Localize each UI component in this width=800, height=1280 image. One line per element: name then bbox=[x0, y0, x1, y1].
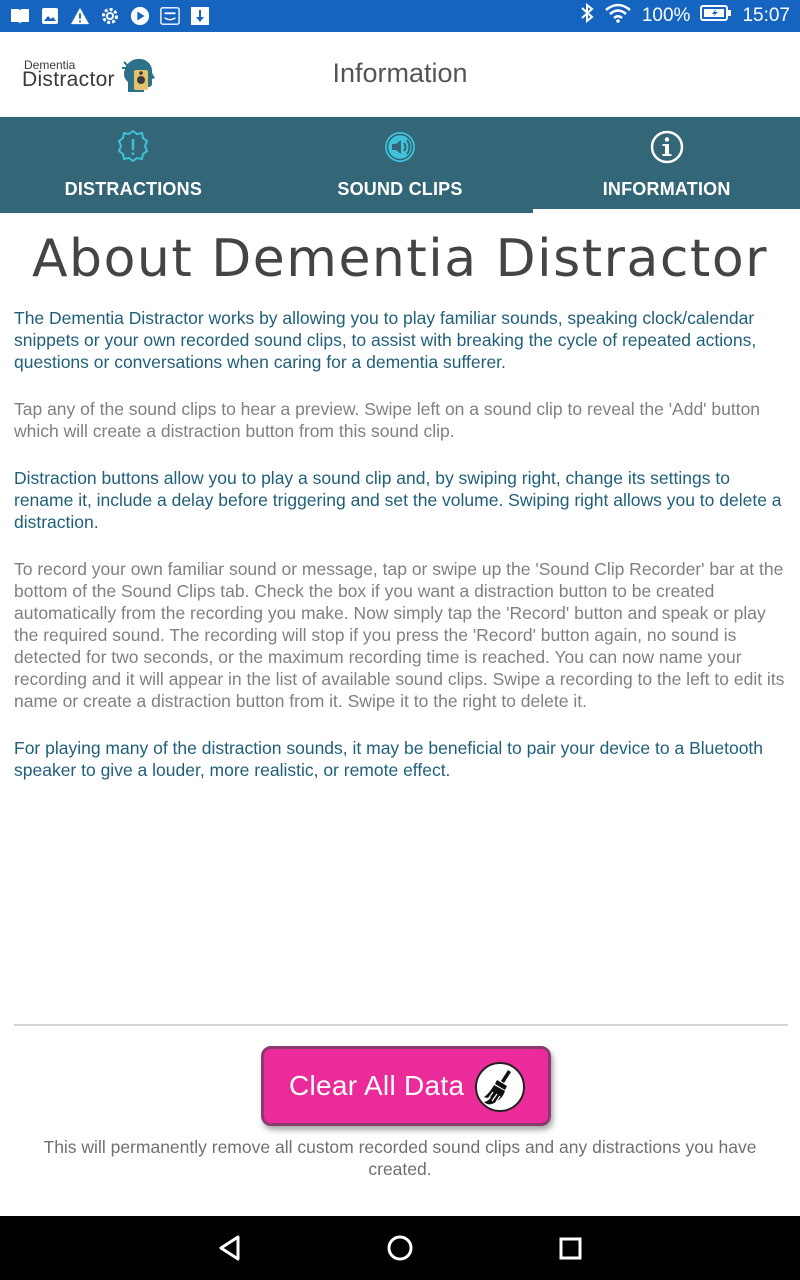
gear-icon bbox=[100, 6, 120, 26]
wifi-icon bbox=[604, 3, 632, 29]
tab-bar bbox=[0, 117, 800, 213]
badge-alert-icon bbox=[115, 129, 151, 165]
battery-icon bbox=[700, 4, 732, 28]
book-icon bbox=[10, 6, 30, 26]
tab-sound-clips[interactable] bbox=[267, 117, 534, 213]
paragraph-distraction-buttons: Distraction buttons allow you to play a sound clip and, by swiping right, change its settings to rename it, include a delay before triggering and set the volume. Swiping right allows you to delete a distraction. bbox=[14, 468, 782, 532]
divider bbox=[14, 1024, 788, 1026]
information-content bbox=[0, 213, 800, 1023]
tab-distractions-label: DISTRACTIONS bbox=[64, 179, 203, 199]
speaker-icon bbox=[382, 129, 418, 165]
paragraph-intro: The Dementia Distractor works by allowing you to play familiar sounds, speaking clock/calendar snippets or your own recorded sound clips, to assist with breaking the cycle of repeated actions, questions or conversations when caring for a dementia sufferer. bbox=[14, 308, 757, 372]
status-notifications bbox=[10, 6, 210, 26]
logo-text-small: Dementia bbox=[24, 58, 76, 72]
navigation-bar bbox=[0, 1216, 800, 1280]
amazon-icon bbox=[160, 6, 180, 26]
recents-icon[interactable] bbox=[552, 1230, 588, 1266]
about-paragraphs bbox=[14, 307, 786, 806]
tab-information[interactable] bbox=[533, 117, 800, 213]
tab-sound-clips-label: SOUND CLIPS bbox=[337, 179, 463, 199]
paragraph-bluetooth: For playing many of the distraction sounds, it may be beneficial to pair your device to a Bluetooth speaker to give a louder, more realistic, or remote effect. bbox=[14, 738, 764, 780]
status-bar bbox=[0, 0, 800, 32]
about-title: About Dementia Distractor bbox=[31, 229, 769, 289]
clear-all-data-label: Clear All Data bbox=[289, 1070, 465, 1101]
play-icon bbox=[130, 6, 150, 26]
app-header bbox=[0, 32, 800, 117]
clear-all-data-button[interactable] bbox=[261, 1046, 551, 1126]
tab-distractions[interactable] bbox=[0, 117, 267, 213]
back-icon[interactable] bbox=[212, 1230, 248, 1266]
clear-data-warning: This will permanently remove all custom recorded sound clips and any distractions you have created. bbox=[43, 1137, 757, 1179]
download-icon bbox=[190, 6, 210, 26]
page-title: Information bbox=[332, 58, 468, 88]
broom-icon bbox=[474, 1061, 526, 1113]
clock: 15:07 bbox=[742, 5, 790, 26]
home-icon[interactable] bbox=[382, 1230, 418, 1266]
logo-text-big: Distractor bbox=[22, 68, 115, 91]
paragraph-preview: Tap any of the sound clips to hear a preview. Swipe left on a sound clip to reveal the 'Add' button which will create a distraction button from this sound clip. bbox=[14, 399, 761, 441]
battery-percent: 100% bbox=[641, 5, 691, 26]
image-icon bbox=[40, 6, 60, 26]
status-system bbox=[580, 2, 790, 30]
paragraph-recording: To record your own familiar sound or message, tap or swipe up the 'Sound Clip Recorder' bar at the bottom of the Sound Clips tab. Check the box if you want a distraction button to be created automatically from the recording you make. Now simply tap the 'Record' button and speak or play the required sound. The recording will stop if you press the 'Record' button again, no sound is detected for two seconds, or the maximum recording time is reached. You can now name your recording and it will appear in the list of available sound clips. Swipe a recording to the left to edit its name or create a distraction button from it. Swipe it to the right to delete it. bbox=[14, 559, 785, 711]
tab-information-label: INFORMATION bbox=[602, 179, 731, 199]
info-icon bbox=[649, 129, 685, 165]
warning-icon bbox=[70, 6, 90, 26]
bluetooth-icon bbox=[580, 2, 594, 30]
